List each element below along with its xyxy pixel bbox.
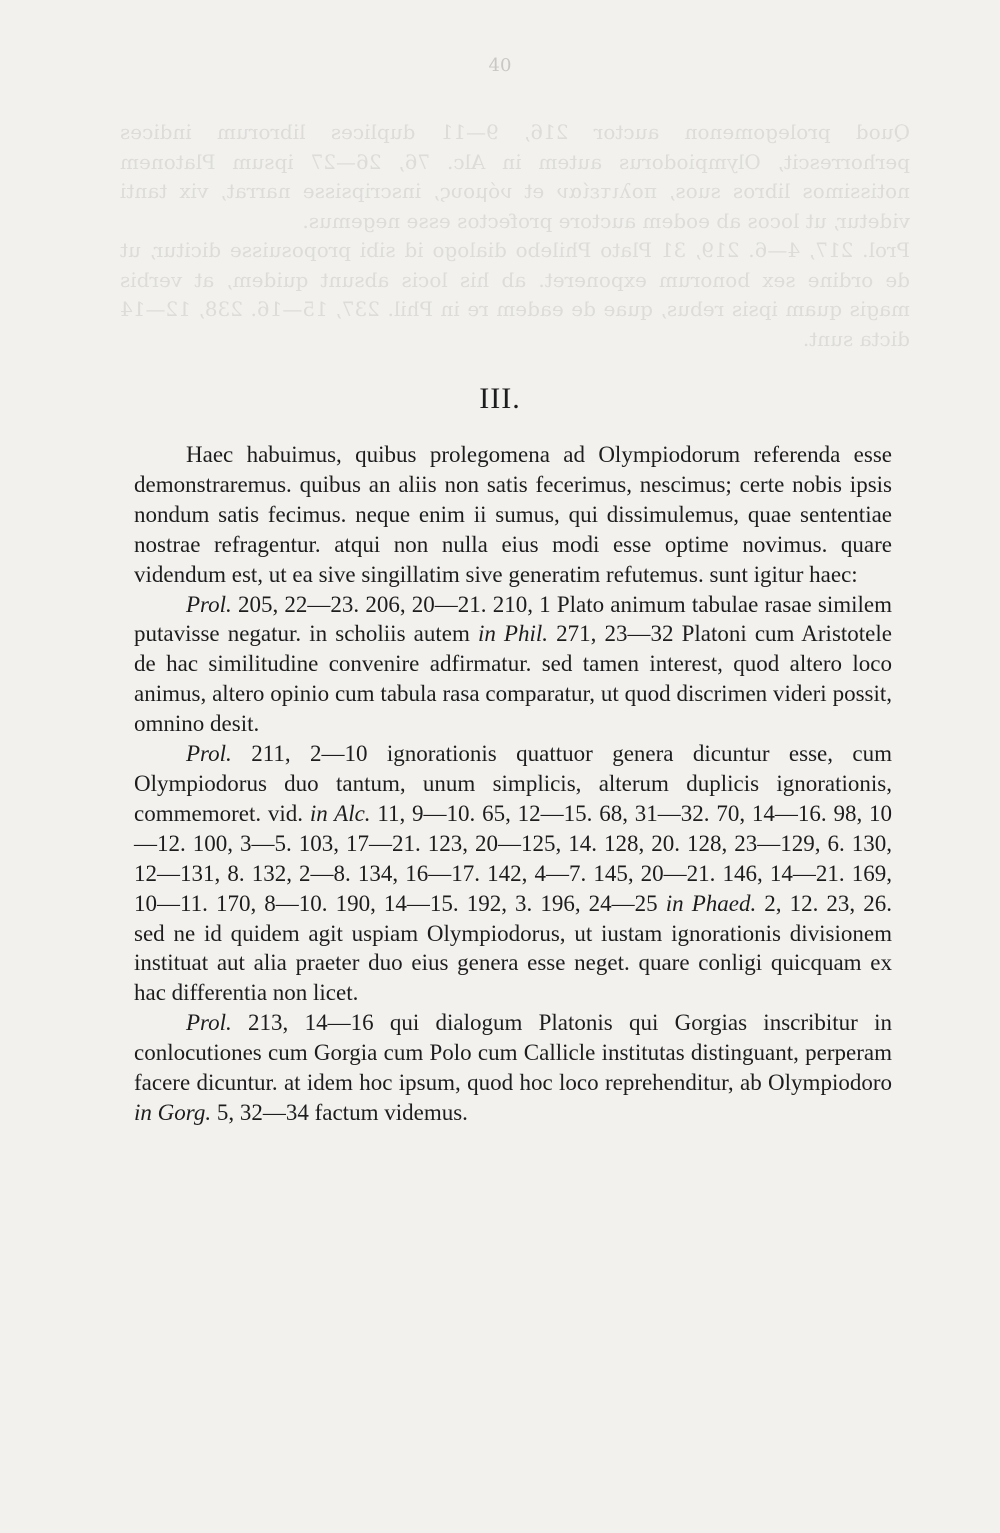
bleed-paragraph: Quod prolegomenon auctor 216, 9—11 duplices librorum indices perhorrescit, Olympiodorus autem in Alc. 76, 26—27 ipsum Platonem notissimos libros suos, πολιτείαν et νόμους, inscripsisse narrat, vix tanti videtur, ut locos ab eodem auctore profectos esse negemus. xyxy=(120,120,910,233)
bleed-paragraph: Prol. 217, 4—6. 219, 31 Plato Philebo dialogo id sibi proposuisse dicitur, ut de ordine sex bonorum exponeret. ab his locis absunt quidem, at verbis magis quam ipsis rebus, quae de eadem re in Phil. 237, 15—16. 238, 12—14 dicta sunt. xyxy=(120,238,910,351)
paragraph-text: 213, 14—16 qui dialogum Platonis qui Gorgias inscribitur in conlocutiones cum Gorgia cum Polo cum Callicle institutas distinguant, perperam facere dicuntur. at idem hoc ipsum, quod hoc loco reprehenditur, ab Olympiodoro xyxy=(134,1010,892,1096)
body-text xyxy=(134,440,892,1128)
paragraph-text: 271, 23—32 Platoni cum Aristotele de hac similitudine convenire adfirmatur. sed tamen interest, quod altero loco animus, altero opinio cum tabula rasa comparatur, ut quod discrimen videri possit, omnino desit. xyxy=(134,621,892,737)
reference-gorg: in Gorg. xyxy=(134,1099,212,1125)
paragraph-text: 5, 32—34 factum videmus. xyxy=(211,1099,468,1125)
reference-prol: Prol. xyxy=(186,1010,232,1036)
reference-phaed: in Phaed. xyxy=(665,890,757,916)
paragraph-ignorationis xyxy=(134,739,892,1008)
bleed-through-text xyxy=(120,118,910,354)
reference-prol: Prol. xyxy=(186,591,232,617)
paragraph-text: 11, 9—10. 65, 12—15. 68, 31—32. 70, 14—16. 98, 10—12. 100, 3—5. 103, 17—21. 123, 20—125, 14. 128, 20. 128, 23—129, 6. 130, 12—131, 8. 132, 2—8. 134, 16—17. 142, 4—7. 145, 20—21. 146, 14—21. 169, 10—11. 170, 8—10. 190, 14—15. 192, 3. 196, 24—25 xyxy=(134,800,892,916)
reference-prol: Prol. xyxy=(186,741,232,767)
paragraph-tabula-rasa xyxy=(134,590,892,740)
section-heading: III. xyxy=(479,382,521,415)
paragraph-text: 211, 2—10 ignorationis quattuor genera dicuntur esse, cum Olympiodorus duo tantum, unum simplicis, alterum duplicis ignorationis, commemoret. vid. xyxy=(134,741,892,826)
paragraph-text: 2, 12. 23, 26. sed ne id quidem agit uspiam Olympiodorus, ut iustam ignorationis divisionem instituat aut alia praeter duo eius genera esse neget. quare conligi quicquam ex hac differentia non licet. xyxy=(134,890,892,1006)
reference-phil: in Phil. xyxy=(477,621,549,647)
paragraph-text: 205, 22—23. 206, 20—21. 210, 1 Plato animum tabulae rasae similem putavisse negatur. in scholiis autem xyxy=(134,591,892,647)
page-number: 40 xyxy=(488,55,512,76)
paragraph-intro: Haec habuimus, quibus prolegomena ad Olympiodorum referenda esse demonstraremus. quibus an aliis non satis fecerimus, nescimus; certe nobis ipsis nondum satis fecimus. neque enim ii sumus, qui dissimulemus, quae sententiae nostrae refragentur. atqui non nulla eius modi esse optime novimus. quare videndum est, ut ea sive singillatim sive generatim refutemus. sunt igitur haec: xyxy=(134,442,892,587)
paragraph-gorgias xyxy=(134,1008,892,1128)
reference-alc: in Alc. xyxy=(309,800,371,826)
